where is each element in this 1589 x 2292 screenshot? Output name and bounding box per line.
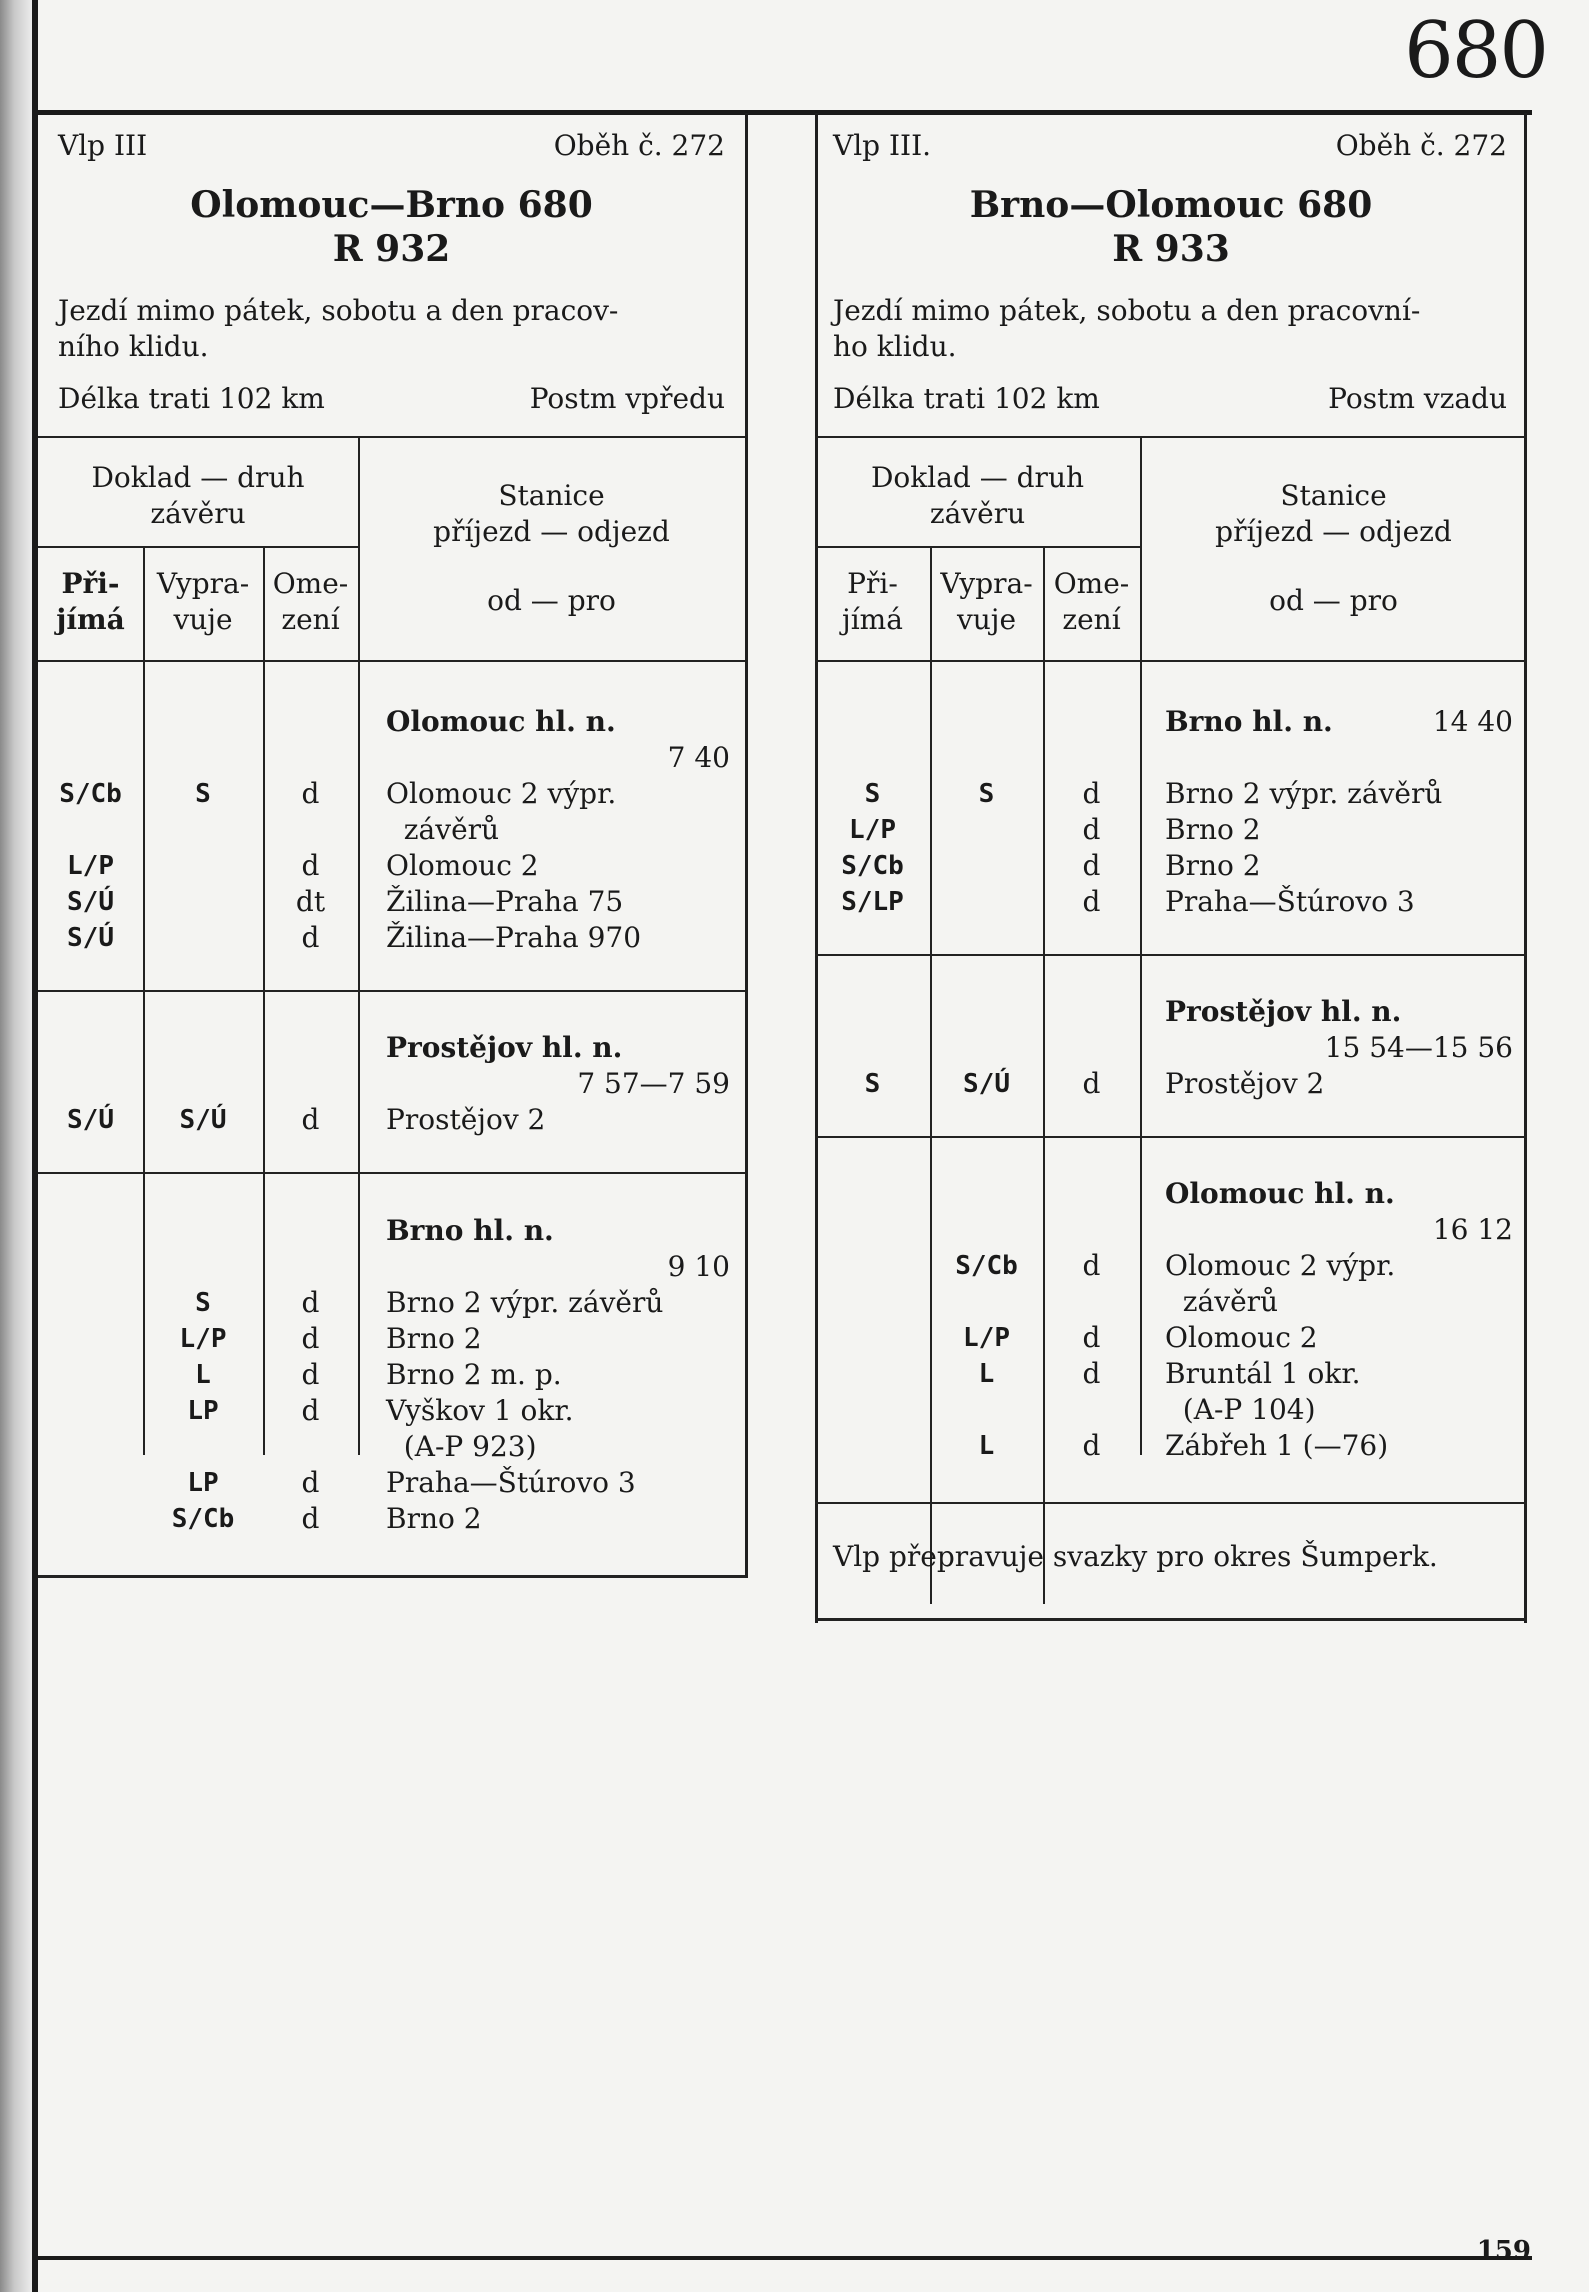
- page-number: 680: [1404, 6, 1547, 96]
- station-separator: [38, 1172, 745, 1174]
- header-top-rule: [815, 436, 1527, 438]
- header-bottom-rule: [815, 660, 1527, 662]
- route-title: Olomouc—Brno 680: [190, 184, 593, 226]
- stanice-header-1: Stanice: [1280, 479, 1387, 512]
- destination-cell: Bruntál 1 okr.: [1165, 1357, 1361, 1390]
- track-length: Délka trati 102 km: [58, 382, 325, 415]
- postm-position: Postm vzadu: [1328, 382, 1507, 415]
- station-time: 7 40: [667, 741, 730, 774]
- prijima-header-2: jímá: [56, 603, 125, 636]
- prijima-header-1: Při-: [847, 567, 898, 600]
- omezeni-cell: d: [301, 1358, 320, 1391]
- destination-cell: Brno 2 m. p.: [386, 1358, 562, 1391]
- track-length: Délka trati 102 km: [833, 382, 1100, 415]
- prijima-cell: S/Ú: [67, 923, 114, 953]
- vypravuje-cell: L: [978, 1359, 995, 1389]
- note-line-2: ho klidu.: [833, 330, 957, 363]
- destination-cell: (A-P 104): [1165, 1393, 1316, 1426]
- header-bottom-rule: [38, 660, 745, 662]
- destination-cell: Olomouc 2 výpr.: [1165, 1249, 1396, 1282]
- destination-cell: Brno 2: [1165, 813, 1261, 846]
- vypravuje-cell: S/Ú: [179, 1105, 227, 1135]
- postm-position: Postm vpředu: [529, 382, 725, 415]
- train-number: R 932: [332, 228, 451, 270]
- destination-cell: Praha—Štúrovo 3: [1165, 885, 1415, 918]
- omezeni-cell: d: [1082, 813, 1101, 846]
- prijima-cell: S/Ú: [67, 1105, 114, 1135]
- station-separator: [38, 990, 745, 992]
- omezeni-cell: d: [1082, 1321, 1101, 1354]
- destination-cell: Brno 2: [1165, 849, 1261, 882]
- omezeni-header-1: Ome-: [1053, 567, 1130, 600]
- omezeni-cell: d: [1082, 1429, 1101, 1462]
- destination-cell: Žilina—Praha 75: [386, 885, 624, 918]
- vypravuje-cell: L/P: [179, 1324, 227, 1354]
- table-bottom-rule: [815, 1502, 1527, 1504]
- station-time: 14 40: [1432, 705, 1513, 738]
- omezeni-cell: d: [1082, 1067, 1101, 1100]
- prijima-cell: S: [864, 779, 881, 809]
- vlp-label: Vlp III.: [833, 129, 932, 162]
- note-line-1: Jezdí mimo pátek, sobotu a den pracovní-: [833, 294, 1421, 327]
- omezeni-header-2: zení: [281, 603, 340, 636]
- vypravuje-cell: S/Ú: [963, 1069, 1010, 1099]
- omezeni-cell: d: [301, 1103, 320, 1136]
- omezeni-header-1: Ome-: [272, 567, 349, 600]
- omezeni-header-2: zení: [1062, 603, 1121, 636]
- station-separator: [815, 1136, 1527, 1138]
- vypravuje-cell: S: [978, 779, 995, 809]
- destination-cell: Prostějov 2: [386, 1103, 546, 1136]
- doklad-header-1: Doklad — druh: [91, 461, 305, 494]
- od-pro-header: od — pro: [487, 584, 616, 617]
- right-schedule-panel: [815, 113, 1527, 1623]
- station-name: Brno hl. n.: [386, 1214, 554, 1247]
- omezeni-cell: d: [301, 1466, 320, 1499]
- footer-note: Vlp přepravuje svazky pro okres Šumperk.: [833, 1540, 1438, 1573]
- station-name: Olomouc hl. n.: [1165, 1177, 1395, 1210]
- destination-cell: závěrů: [386, 813, 500, 846]
- prijima-cell: S/Cb: [59, 779, 122, 809]
- vypravuje-cell: LP: [187, 1468, 219, 1498]
- prijima-cell: S/Ú: [67, 887, 114, 917]
- note-line-2: ního klidu.: [58, 330, 209, 363]
- vlp-label: Vlp III: [58, 129, 148, 162]
- destination-cell: Olomouc 2: [1165, 1321, 1318, 1354]
- omezeni-cell: d: [1082, 1357, 1101, 1390]
- omezeni-cell: dt: [295, 885, 326, 918]
- omezeni-cell: d: [301, 777, 320, 810]
- doklad-subrule: [38, 546, 358, 548]
- vypravuje-cell: S/Cb: [171, 1504, 235, 1534]
- prijima-cell: S/LP: [841, 887, 904, 917]
- station-time: 9 10: [667, 1250, 730, 1283]
- left-schedule-panel: [38, 113, 745, 1578]
- stanice-header-2: příjezd — odjezd: [433, 515, 670, 548]
- vypravuje-header-1: Vypra-: [156, 567, 250, 600]
- table-bottom-rule: [38, 1575, 745, 1578]
- panel-bottom-rule: [815, 1618, 1527, 1621]
- route-title: Brno—Olomouc 680: [969, 184, 1373, 226]
- omezeni-cell: d: [301, 1502, 320, 1535]
- destination-cell: Brno 2: [386, 1502, 482, 1535]
- omezeni-cell: d: [301, 1394, 320, 1427]
- destination-cell: Brno 2: [386, 1322, 482, 1355]
- header-top-rule: [38, 436, 745, 438]
- vypravuje-cell: L/P: [963, 1323, 1010, 1353]
- vypravuje-cell: LP: [187, 1396, 219, 1426]
- destination-cell: Brno 2 výpr. závěrů: [386, 1286, 664, 1319]
- vypravuje-header-2: vuje: [956, 603, 1017, 636]
- destination-cell: Brno 2 výpr. závěrů: [1165, 777, 1443, 810]
- vypravuje-cell: L: [195, 1360, 211, 1390]
- doklad-header-2: závěru: [929, 497, 1026, 530]
- destination-cell: Žilina—Praha 970: [386, 921, 642, 954]
- destination-cell: Olomouc 2 výpr.: [386, 777, 617, 810]
- station-time: 7 57—7 59: [577, 1067, 730, 1100]
- doklad-subrule: [815, 546, 1140, 548]
- vypravuje-cell: S/Cb: [955, 1251, 1018, 1281]
- vypravuje-header-2: vuje: [173, 603, 233, 636]
- station-name: Prostějov hl. n.: [386, 1031, 623, 1064]
- station-name: Olomouc hl. n.: [386, 705, 616, 738]
- destination-cell: (A-P 923): [386, 1430, 537, 1463]
- prijima-cell: L/P: [67, 851, 114, 881]
- od-pro-header: od — pro: [1269, 584, 1398, 617]
- omezeni-cell: d: [301, 1322, 320, 1355]
- station-name: Brno hl. n.: [1165, 705, 1333, 738]
- book-spine-shadow: [0, 0, 32, 2292]
- omezeni-cell: d: [1082, 777, 1101, 810]
- vypravuje-cell: S: [195, 779, 211, 809]
- destination-cell: závěrů: [1165, 1285, 1279, 1318]
- omezeni-cell: d: [1082, 1249, 1101, 1282]
- left-panel-right-border: [745, 113, 748, 1578]
- omezeni-cell: d: [301, 1286, 320, 1319]
- train-number: R 933: [1112, 228, 1230, 270]
- prijima-cell: S/Cb: [841, 851, 904, 881]
- prijima-cell: S: [864, 1069, 881, 1099]
- omezeni-cell: d: [301, 921, 320, 954]
- doklad-header-1: Doklad — druh: [870, 461, 1085, 494]
- prijima-header-1: Při-: [61, 567, 120, 600]
- station-separator: [815, 954, 1527, 956]
- vypravuje-cell: S: [195, 1288, 211, 1318]
- omezeni-cell: d: [1082, 849, 1101, 882]
- destination-cell: Olomouc 2: [386, 849, 539, 882]
- obeh-label: Oběh č. 272: [553, 129, 725, 162]
- obeh-label: Oběh č. 272: [1335, 129, 1507, 162]
- destination-cell: Vyškov 1 okr.: [386, 1394, 574, 1427]
- bottom-rule: [38, 2256, 1532, 2260]
- doklad-header-2: závěru: [150, 497, 246, 530]
- prijima-cell: L/P: [849, 815, 896, 845]
- destination-cell: Zábřeh 1 (—76): [1165, 1429, 1389, 1462]
- station-time: 15 54—15 56: [1324, 1031, 1513, 1064]
- omezeni-cell: d: [301, 849, 320, 882]
- destination-cell: Praha—Štúrovo 3: [386, 1466, 636, 1499]
- stanice-header-2: příjezd — odjezd: [1215, 515, 1452, 548]
- vypravuje-header-1: Vypra-: [940, 567, 1033, 600]
- prijima-header-2: jímá: [842, 603, 903, 636]
- station-time: 16 12: [1432, 1213, 1513, 1246]
- note-line-1: Jezdí mimo pátek, sobotu a den pracov-: [58, 294, 619, 327]
- omezeni-cell: d: [1082, 885, 1101, 918]
- station-name: Prostějov hl. n.: [1165, 995, 1402, 1028]
- footer-page-number: 159: [1476, 2236, 1531, 2266]
- vypravuje-cell: L: [978, 1431, 995, 1461]
- stanice-header-1: Stanice: [498, 479, 605, 512]
- destination-cell: Prostějov 2: [1165, 1067, 1325, 1100]
